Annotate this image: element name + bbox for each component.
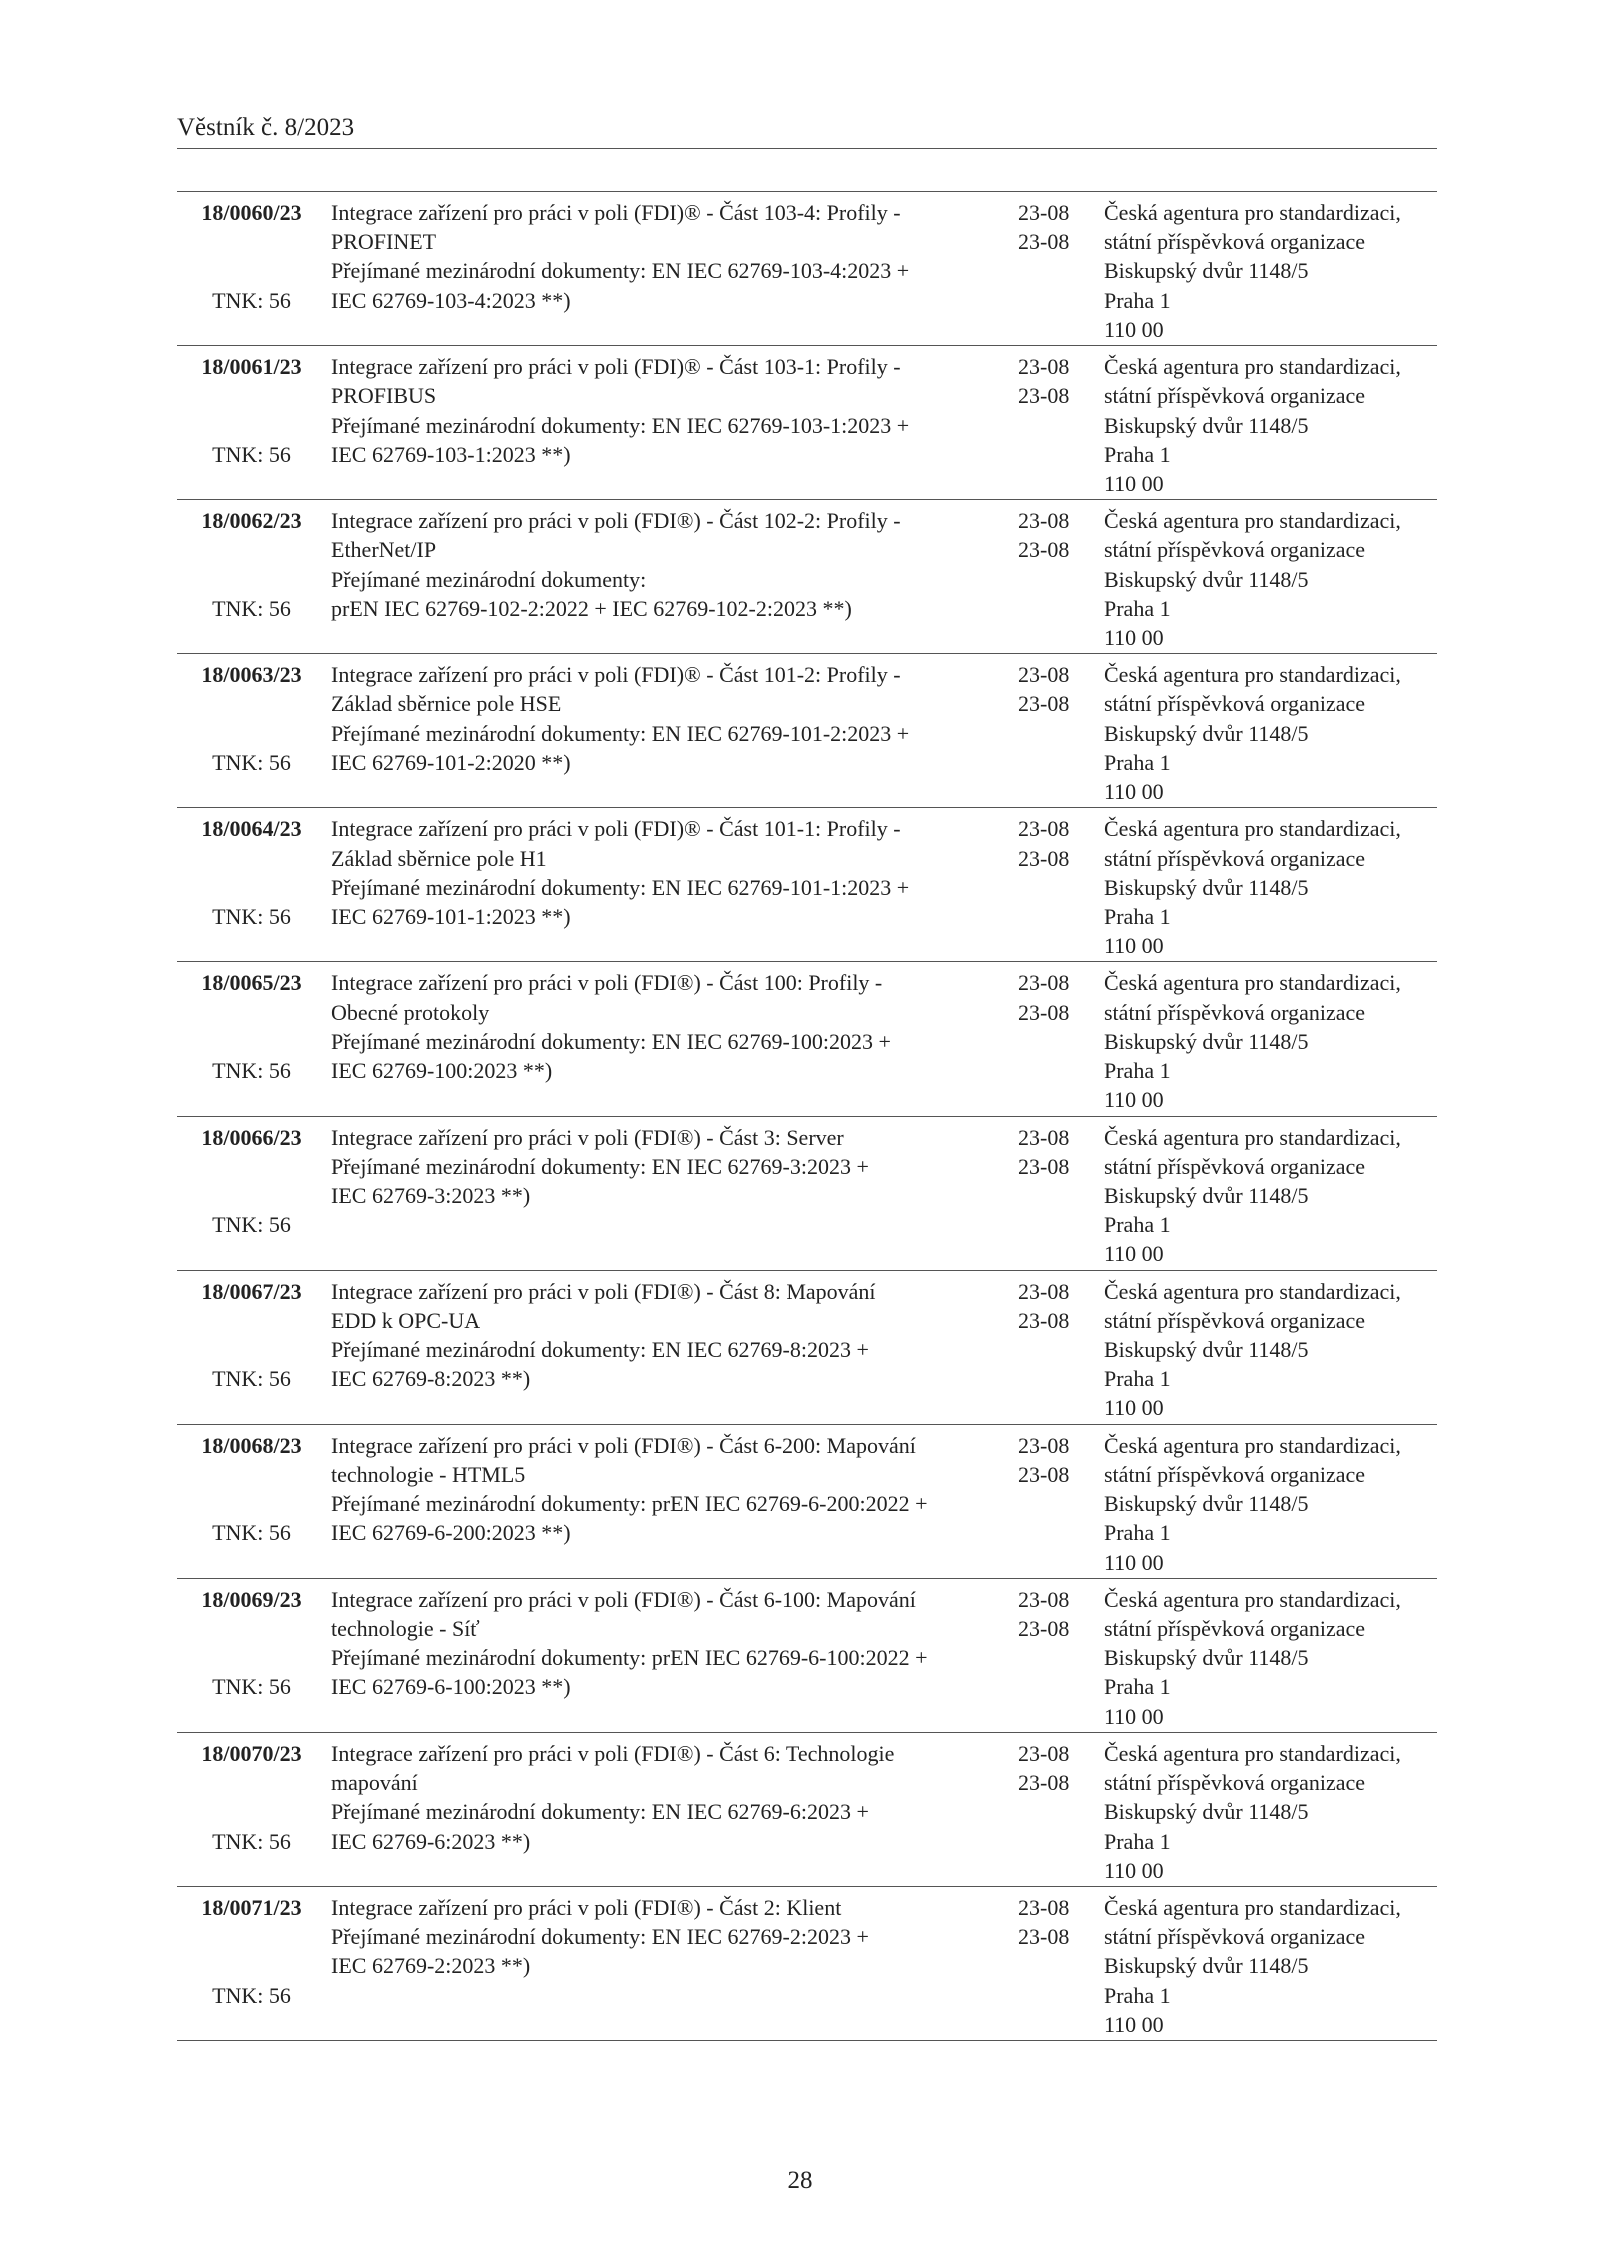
description-line: Přejímané mezinárodní dokumenty: <box>331 566 647 592</box>
record-description <box>312 1431 1012 1578</box>
record-id-cell <box>177 1585 312 1732</box>
organization-line: Biskupský dvůr 1148/5 <box>1104 720 1309 746</box>
description-line: Přejímané mezinárodní dokumenty: EN IEC 62769-8:2023 + <box>331 1337 869 1363</box>
date-value: 23-08 <box>1018 1770 1070 1796</box>
description-line: Integrace zařízení pro práci v poli (FDI)® - Část 103-4: Profily - <box>331 200 901 225</box>
description-line: IEC 62769-100:2023 **) <box>331 1058 553 1084</box>
record-dates <box>1012 1893 1092 2040</box>
organization-line: Biskupský dvůr 1148/5 <box>1104 1028 1309 1054</box>
description-line: IEC 62769-103-4:2023 **) <box>331 287 571 313</box>
record-row <box>177 962 1437 1116</box>
organization-line: státní příspěvková organizace <box>1104 845 1366 871</box>
record-description <box>312 506 1012 653</box>
description-line: technologie - Síť <box>331 1616 480 1642</box>
record-dates <box>1012 814 1092 961</box>
record-code: 18/0064/23 <box>201 816 302 842</box>
record-id-cell <box>177 814 312 961</box>
organization-line: státní příspěvková organizace <box>1104 691 1366 717</box>
record-code: 18/0062/23 <box>201 508 302 534</box>
date-value: 23-08 <box>1018 691 1070 717</box>
record-dates <box>1012 1585 1092 1732</box>
organization-line: 110 00 <box>1104 1549 1164 1575</box>
description-line: Přejímané mezinárodní dokumenty: EN IEC 62769-103-4:2023 + <box>331 258 910 284</box>
organization-line: Biskupský dvůr 1148/5 <box>1104 874 1309 900</box>
description-line: Integrace zařízení pro práci v poli (FDI®) - Část 6: Technologie <box>331 1740 895 1766</box>
record-organization <box>1092 506 1437 653</box>
record-tnk: TNK: 56 <box>212 749 291 775</box>
date-value: 23-08 <box>1018 383 1070 409</box>
record-code: 18/0065/23 <box>201 970 302 996</box>
record-description <box>312 1893 1012 2040</box>
record-description <box>312 1739 1012 1886</box>
record-organization <box>1092 352 1437 499</box>
page-header <box>177 112 1437 149</box>
description-line: Integrace zařízení pro práci v poli (FDI®) - Část 6-200: Mapování <box>331 1432 916 1458</box>
organization-line: Praha 1 <box>1104 903 1171 929</box>
organization-line: Česká agentura pro standardizaci, <box>1104 508 1401 534</box>
organization-line: 110 00 <box>1104 1241 1164 1267</box>
description-line: Integrace zařízení pro práci v poli (FDI)® - Část 103-1: Profily - <box>331 354 901 380</box>
description-line: IEC 62769-103-1:2023 **) <box>331 441 571 467</box>
organization-line: Česká agentura pro standardizaci, <box>1104 1278 1401 1304</box>
records-table <box>177 191 1437 2041</box>
date-value: 23-08 <box>1018 537 1070 563</box>
record-code: 18/0068/23 <box>201 1432 302 1458</box>
record-description <box>312 1585 1012 1732</box>
record-tnk: TNK: 56 <box>212 1058 291 1084</box>
record-organization <box>1092 198 1437 345</box>
description-line: Přejímané mezinárodní dokumenty: prEN IEC 62769-6-100:2022 + <box>331 1645 928 1671</box>
organization-line: Česká agentura pro standardizaci, <box>1104 662 1401 688</box>
date-value: 23-08 <box>1018 999 1070 1025</box>
organization-line: Praha 1 <box>1104 1674 1171 1700</box>
record-dates <box>1012 968 1092 1115</box>
date-value: 23-08 <box>1018 200 1070 225</box>
record-dates <box>1012 1277 1092 1424</box>
journal-title: Věstník č. 8/2023 <box>177 114 355 141</box>
record-row <box>177 654 1437 808</box>
organization-line: Biskupský dvůr 1148/5 <box>1104 566 1309 592</box>
record-organization <box>1092 660 1437 807</box>
organization-line: Česká agentura pro standardizaci, <box>1104 1124 1401 1150</box>
record-code: 18/0069/23 <box>201 1586 302 1612</box>
organization-line: 110 00 <box>1104 470 1164 496</box>
organization-line: státní příspěvková organizace <box>1104 1307 1366 1333</box>
description-line: Přejímané mezinárodní dokumenty: EN IEC 62769-6:2023 + <box>331 1799 869 1825</box>
organization-line: Praha 1 <box>1104 1828 1171 1854</box>
record-dates <box>1012 1431 1092 1578</box>
organization-line: Praha 1 <box>1104 1366 1171 1392</box>
record-tnk: TNK: 56 <box>212 1982 291 2008</box>
organization-line: Česká agentura pro standardizaci, <box>1104 1740 1401 1766</box>
description-line: technologie - HTML5 <box>331 1461 526 1487</box>
organization-line: státní příspěvková organizace <box>1104 1461 1366 1487</box>
date-value: 23-08 <box>1018 1153 1070 1179</box>
record-tnk: TNK: 56 <box>212 1366 291 1392</box>
description-line: Přejímané mezinárodní dokumenty: EN IEC 62769-100:2023 + <box>331 1028 891 1054</box>
record-tnk: TNK: 56 <box>212 441 291 467</box>
organization-line: Praha 1 <box>1104 749 1171 775</box>
record-row <box>177 1579 1437 1733</box>
description-line: IEC 62769-101-2:2020 **) <box>331 749 571 775</box>
description-line: Obecné protokoly <box>331 999 490 1025</box>
record-description <box>312 1123 1012 1270</box>
organization-line: státní příspěvková organizace <box>1104 383 1366 409</box>
record-description <box>312 660 1012 807</box>
description-line: Integrace zařízení pro práci v poli (FDI®) - Část 8: Mapování <box>331 1278 876 1304</box>
date-value: 23-08 <box>1018 1432 1070 1458</box>
organization-line: Biskupský dvůr 1148/5 <box>1104 1337 1309 1363</box>
record-organization <box>1092 1277 1437 1424</box>
organization-line: Praha 1 <box>1104 441 1171 467</box>
organization-line: Biskupský dvůr 1148/5 <box>1104 1645 1309 1671</box>
record-dates <box>1012 352 1092 499</box>
date-value: 23-08 <box>1018 229 1070 255</box>
description-line: Integrace zařízení pro práci v poli (FDI®) - Část 102-2: Profily - <box>331 508 901 534</box>
description-line: Základ sběrnice pole HSE <box>331 691 562 717</box>
date-value: 23-08 <box>1018 1586 1070 1612</box>
description-line: IEC 62769-3:2023 **) <box>331 1182 531 1208</box>
description-line: Přejímané mezinárodní dokumenty: prEN IEC 62769-6-200:2022 + <box>331 1491 928 1517</box>
record-id-cell <box>177 1123 312 1270</box>
record-row <box>177 1117 1437 1271</box>
record-row <box>177 346 1437 500</box>
record-id-cell <box>177 352 312 499</box>
organization-line: státní příspěvková organizace <box>1104 229 1366 255</box>
organization-line: 110 00 <box>1104 1857 1164 1883</box>
record-organization <box>1092 1123 1437 1270</box>
record-description <box>312 814 1012 961</box>
page-number: 28 <box>787 2167 813 2194</box>
organization-line: Česká agentura pro standardizaci, <box>1104 816 1401 842</box>
organization-line: Biskupský dvůr 1148/5 <box>1104 1953 1309 1979</box>
record-id-cell <box>177 968 312 1115</box>
description-line: Základ sběrnice pole H1 <box>331 845 547 871</box>
record-id-cell <box>177 1431 312 1578</box>
record-row <box>177 1733 1437 1887</box>
organization-line: 110 00 <box>1104 625 1164 650</box>
organization-line: Praha 1 <box>1104 287 1171 313</box>
record-row <box>177 1887 1437 2041</box>
description-line: Přejímané mezinárodní dokumenty: EN IEC 62769-103-1:2023 + <box>331 412 910 438</box>
record-row <box>177 1271 1437 1425</box>
record-id-cell <box>177 1893 312 2040</box>
record-row <box>177 808 1437 962</box>
organization-line: státní příspěvková organizace <box>1104 1616 1366 1642</box>
description-line: mapování <box>331 1770 418 1796</box>
date-value: 23-08 <box>1018 1895 1070 1921</box>
record-organization <box>1092 814 1437 961</box>
organization-line: 110 00 <box>1104 2011 1164 2037</box>
description-line: Integrace zařízení pro práci v poli (FDI®) - Část 3: Server <box>331 1124 844 1150</box>
organization-line: státní příspěvková organizace <box>1104 1153 1366 1179</box>
organization-line: Česká agentura pro standardizaci, <box>1104 354 1401 380</box>
record-dates <box>1012 1123 1092 1270</box>
record-id-cell <box>177 1277 312 1424</box>
record-row <box>177 500 1437 654</box>
organization-line: státní příspěvková organizace <box>1104 1924 1366 1950</box>
organization-line: Praha 1 <box>1104 1212 1171 1238</box>
record-code: 18/0066/23 <box>201 1124 302 1150</box>
record-tnk: TNK: 56 <box>212 1520 291 1546</box>
record-organization <box>1092 1431 1437 1578</box>
organization-line: státní příspěvková organizace <box>1104 999 1366 1025</box>
date-value: 23-08 <box>1018 1124 1070 1150</box>
description-line: PROFIBUS <box>331 383 437 409</box>
date-value: 23-08 <box>1018 1307 1070 1333</box>
date-value: 23-08 <box>1018 816 1070 842</box>
description-line: IEC 62769-2:2023 **) <box>331 1953 531 1979</box>
record-id-cell <box>177 506 312 653</box>
organization-line: Biskupský dvůr 1148/5 <box>1104 412 1309 438</box>
record-dates <box>1012 198 1092 345</box>
date-value: 23-08 <box>1018 1616 1070 1642</box>
organization-line: státní příspěvková organizace <box>1104 1770 1366 1796</box>
description-line: Přejímané mezinárodní dokumenty: EN IEC 62769-2:2023 + <box>331 1924 869 1950</box>
date-value: 23-08 <box>1018 354 1070 380</box>
record-id-cell <box>177 1739 312 1886</box>
record-tnk: TNK: 56 <box>212 903 291 929</box>
record-description <box>312 198 1012 345</box>
organization-line: 110 00 <box>1104 779 1164 805</box>
record-dates <box>1012 1739 1092 1886</box>
record-dates <box>1012 506 1092 653</box>
record-code: 18/0071/23 <box>201 1895 302 1921</box>
description-line: IEC 62769-101-1:2023 **) <box>331 903 571 929</box>
organization-line: 110 00 <box>1104 933 1164 959</box>
organization-line: Biskupský dvůr 1148/5 <box>1104 1182 1309 1208</box>
organization-line: Česká agentura pro standardizaci, <box>1104 970 1401 996</box>
record-organization <box>1092 1739 1437 1886</box>
description-line: Přejímané mezinárodní dokumenty: EN IEC 62769-101-1:2023 + <box>331 874 910 900</box>
organization-line: Praha 1 <box>1104 595 1171 621</box>
organization-line: Česká agentura pro standardizaci, <box>1104 200 1401 225</box>
record-code: 18/0063/23 <box>201 662 302 688</box>
description-line: PROFINET <box>331 229 437 255</box>
date-value: 23-08 <box>1018 1924 1070 1950</box>
description-line: Integrace zařízení pro práci v poli (FDI)® - Část 101-1: Profily - <box>331 816 901 842</box>
description-line: IEC 62769-6-200:2023 **) <box>331 1520 571 1546</box>
description-line: IEC 62769-6-100:2023 **) <box>331 1674 571 1700</box>
description-line: prEN IEC 62769-102-2:2022 + IEC 62769-102-2:2023 **) <box>331 595 852 621</box>
record-code: 18/0060/23 <box>201 200 302 225</box>
date-value: 23-08 <box>1018 508 1070 534</box>
organization-line: Biskupský dvůr 1148/5 <box>1104 258 1309 284</box>
description-line: Přejímané mezinárodní dokumenty: EN IEC 62769-101-2:2023 + <box>331 720 910 746</box>
date-value: 23-08 <box>1018 845 1070 871</box>
organization-line: Praha 1 <box>1104 1058 1171 1084</box>
organization-line: 110 00 <box>1104 1703 1164 1729</box>
record-tnk: TNK: 56 <box>212 1674 291 1700</box>
description-line: EtherNet/IP <box>331 537 437 563</box>
record-tnk: TNK: 56 <box>212 595 291 621</box>
description-line: Integrace zařízení pro práci v poli (FDI®) - Část 6-100: Mapování <box>331 1586 916 1612</box>
organization-line: 110 00 <box>1104 1087 1164 1113</box>
organization-line: Biskupský dvůr 1148/5 <box>1104 1491 1309 1517</box>
organization-line: státní příspěvková organizace <box>1104 537 1366 563</box>
record-id-cell <box>177 198 312 345</box>
date-value: 23-08 <box>1018 1740 1070 1766</box>
record-description <box>312 1277 1012 1424</box>
record-dates <box>1012 660 1092 807</box>
date-value: 23-08 <box>1018 1278 1070 1304</box>
organization-line: 110 00 <box>1104 316 1164 342</box>
organization-line: 110 00 <box>1104 1395 1164 1421</box>
description-line: Integrace zařízení pro práci v poli (FDI®) - Část 100: Profily - <box>331 970 883 996</box>
organization-line: Česká agentura pro standardizaci, <box>1104 1895 1401 1921</box>
date-value: 23-08 <box>1018 1461 1070 1487</box>
record-tnk: TNK: 56 <box>212 1212 291 1238</box>
record-organization <box>1092 968 1437 1115</box>
description-line: Integrace zařízení pro práci v poli (FDI)® - Část 101-2: Profily - <box>331 662 901 688</box>
record-id-cell <box>177 660 312 807</box>
record-code: 18/0061/23 <box>201 354 302 380</box>
record-description <box>312 968 1012 1115</box>
organization-line: Česká agentura pro standardizaci, <box>1104 1586 1401 1612</box>
record-code: 18/0067/23 <box>201 1278 302 1304</box>
date-value: 23-08 <box>1018 970 1070 996</box>
record-row <box>177 192 1437 346</box>
organization-line: Praha 1 <box>1104 1520 1171 1546</box>
organization-line: Česká agentura pro standardizaci, <box>1104 1432 1401 1458</box>
description-line: Integrace zařízení pro práci v poli (FDI®) - Část 2: Klient <box>331 1895 842 1921</box>
description-line: EDD k OPC-UA <box>331 1307 481 1333</box>
record-description <box>312 352 1012 499</box>
record-tnk: TNK: 56 <box>212 287 291 313</box>
record-organization <box>1092 1893 1437 2040</box>
record-tnk: TNK: 56 <box>212 1828 291 1854</box>
organization-line: Praha 1 <box>1104 1982 1171 2008</box>
record-organization <box>1092 1585 1437 1732</box>
description-line: Přejímané mezinárodní dokumenty: EN IEC 62769-3:2023 + <box>331 1153 869 1179</box>
description-line: IEC 62769-6:2023 **) <box>331 1828 531 1854</box>
record-row <box>177 1425 1437 1579</box>
organization-line: Biskupský dvůr 1148/5 <box>1104 1799 1309 1825</box>
description-line: IEC 62769-8:2023 **) <box>331 1366 531 1392</box>
record-code: 18/0070/23 <box>201 1740 302 1766</box>
date-value: 23-08 <box>1018 662 1070 688</box>
